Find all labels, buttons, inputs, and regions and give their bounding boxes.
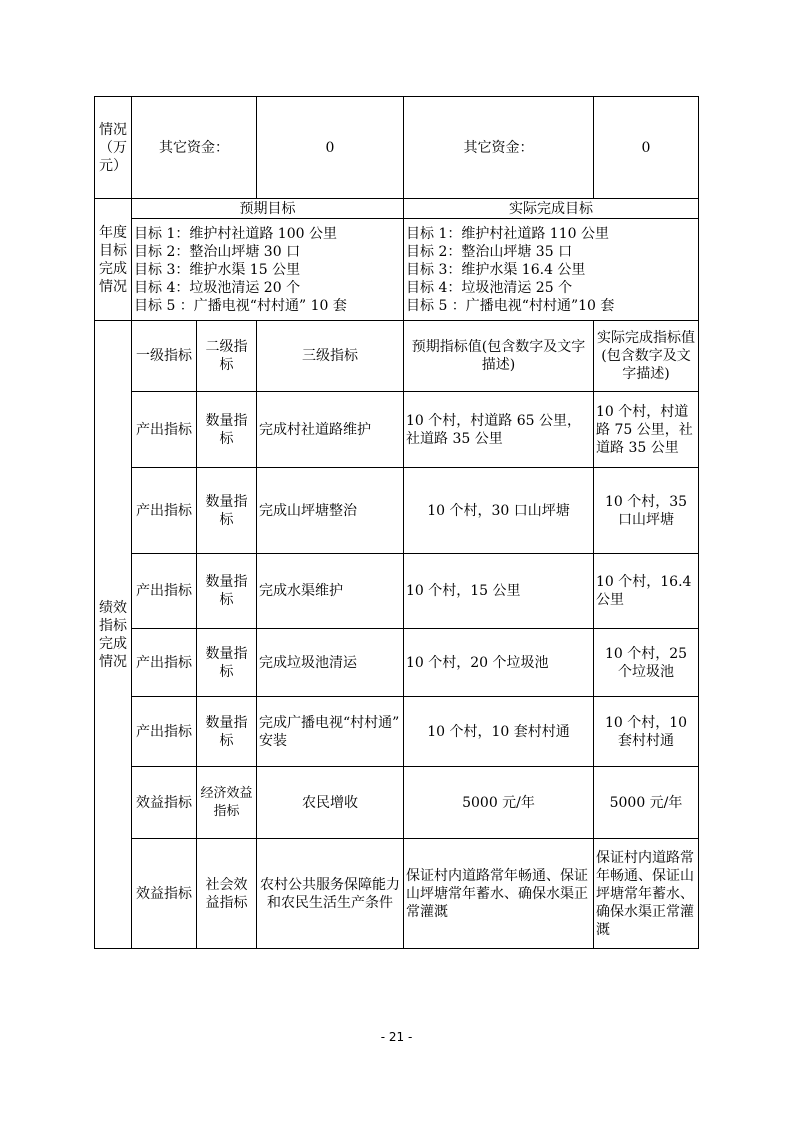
row-level1: 产出指标	[132, 468, 197, 554]
row-actual: 10 个村，16.4 公里	[594, 554, 699, 629]
row-actual: 10 个村，25 个垃圾池	[594, 629, 699, 697]
row-level3: 农民增收	[257, 767, 404, 839]
table-row	[95, 629, 699, 697]
row-expected: 5000 元/年	[404, 767, 594, 839]
row-level2: 经济效益指标	[197, 767, 257, 839]
actual-goal-3: 目标 3：维护水渠 16.4 公里	[406, 261, 586, 278]
table-row	[95, 392, 699, 468]
perf-label: 绩效指标完成情况	[95, 321, 132, 949]
funds-row	[95, 97, 699, 199]
table-row	[95, 697, 699, 767]
expected-goal-3: 目标 3：维护水渠 15 公里	[134, 261, 301, 278]
funds-label: 情况（万元）	[95, 97, 132, 199]
expected-goal-2: 目标 2：整治山坪塘 30 口	[134, 243, 301, 260]
expected-goals	[132, 219, 404, 321]
row-level3: 完成广播电视“村村通” 安装	[257, 697, 404, 767]
annual-goals-row	[95, 219, 699, 321]
table-row	[95, 468, 699, 554]
other-funds-label-2: 其它资金：	[404, 97, 594, 199]
row-level3: 完成村社道路维护	[257, 392, 404, 468]
row-level3: 完成山坪塘整治	[257, 468, 404, 554]
other-funds-label-1: 其它资金：	[132, 97, 257, 199]
row-actual: 10 个村，村道路 75 公里，社道路 35 公里	[594, 392, 699, 468]
row-actual: 10 个村，35 口山坪塘	[594, 468, 699, 554]
row-expected: 10 个村，村道路 65 公里，社道路 35 公里	[404, 392, 594, 468]
row-expected: 保证村内道路常年畅通、保证山坪塘常年蓄水、确保水渠正常灌溉	[404, 839, 594, 949]
perf-header-row	[95, 321, 699, 392]
actual-goal-1: 目标 1：维护村社道路 110 公里	[406, 225, 609, 242]
row-level1: 效益指标	[132, 767, 197, 839]
actual-goal-2: 目标 2：整治山坪塘 35 口	[406, 243, 573, 260]
header-expected: 预期指标值(包含数字及文字描述)	[404, 321, 594, 392]
actual-goals	[404, 219, 699, 321]
row-level2: 社会效益指标	[197, 839, 257, 949]
row-level2: 数量指标	[197, 392, 257, 468]
row-level3: 完成水渠维护	[257, 554, 404, 629]
row-level2: 数量指标	[197, 697, 257, 767]
other-funds-value-1: 0	[257, 97, 404, 199]
actual-goal-5: 目标 5 ：广播电视“村村通”10 套	[406, 297, 615, 314]
row-level2: 数量指标	[197, 554, 257, 629]
header-actual: 实际完成指标值(包含数字及文字描述)	[594, 321, 699, 392]
row-actual: 5000 元/年	[594, 767, 699, 839]
row-level2: 数量指标	[197, 468, 257, 554]
row-level3: 农村公共服务保障能力和农民生活生产条件	[257, 839, 404, 949]
row-level1: 产出指标	[132, 629, 197, 697]
row-expected: 10 个村，20 个垃圾池	[404, 629, 594, 697]
header-level3: 三级指标	[257, 321, 404, 392]
header-level2: 二级指标	[197, 321, 257, 392]
actual-goals-header: 实际完成目标	[404, 199, 699, 219]
table-row	[95, 839, 699, 949]
row-expected: 10 个村，15 公里	[404, 554, 594, 629]
expected-goal-5: 目标 5 ：广播电视“村村通” 10 套	[134, 297, 347, 314]
row-expected: 10 个村，10 套村村通	[404, 697, 594, 767]
row-level1: 产出指标	[132, 697, 197, 767]
expected-goal-1: 目标 1：维护村社道路 100 公里	[134, 225, 337, 242]
row-level1: 产出指标	[132, 554, 197, 629]
table-row	[95, 554, 699, 629]
row-actual: 保证村内道路常年畅通、保证山坪塘常年蓄水、确保水渠正常灌溉	[594, 839, 699, 949]
annual-header-row	[95, 199, 699, 219]
other-funds-value-2: 0	[594, 97, 699, 199]
row-expected: 10 个村，30 口山坪塘	[404, 468, 594, 554]
table-row	[95, 767, 699, 839]
row-actual: 10 个村，10 套村村通	[594, 697, 699, 767]
row-level3: 完成垃圾池清运	[257, 629, 404, 697]
row-level1: 效益指标	[132, 839, 197, 949]
header-level1: 一级指标	[132, 321, 197, 392]
page-number: - 21 -	[380, 1030, 413, 1044]
row-level1: 产出指标	[132, 392, 197, 468]
annual-label: 年度目标完成情况	[95, 199, 132, 321]
performance-table	[94, 96, 699, 949]
actual-goal-4: 目标 4：垃圾池清运 25 个	[406, 279, 573, 296]
expected-goals-header: 预期目标	[132, 199, 404, 219]
row-level2: 数量指标	[197, 629, 257, 697]
expected-goal-4: 目标 4：垃圾池清运 20 个	[134, 279, 301, 296]
